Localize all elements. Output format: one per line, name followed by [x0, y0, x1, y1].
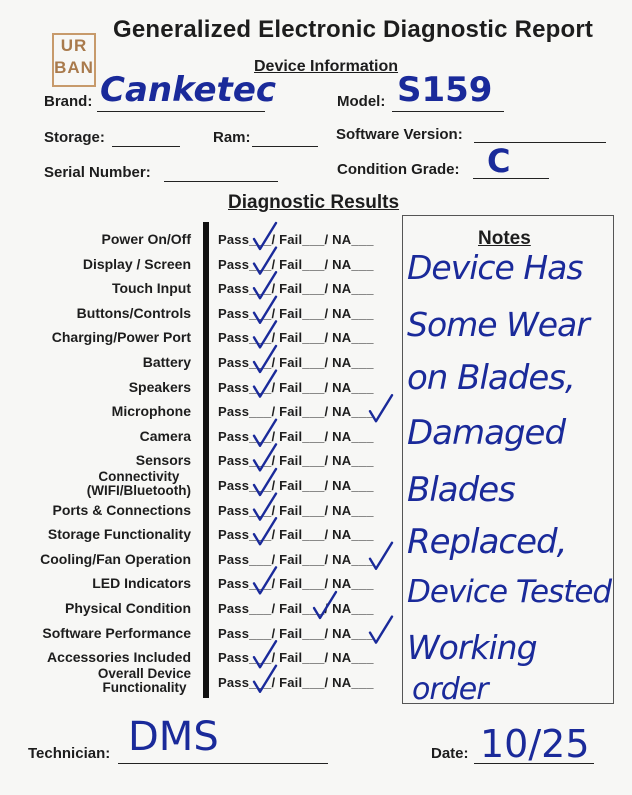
diagnostic-options[interactable]: Pass___/ Fail___/ NA___ — [218, 355, 374, 370]
note-line: Replaced, — [407, 522, 567, 562]
ram-label: Ram: — [213, 129, 251, 146]
model-line — [392, 111, 504, 112]
diagnostic-label: Display / Screen — [82, 255, 191, 272]
diagnostic-options[interactable]: Pass___/ Fail___/ NA___ — [218, 674, 374, 690]
logo-text: UR BAN — [54, 36, 94, 77]
ram-line[interactable] — [252, 146, 318, 147]
diagnostic-options[interactable]: Pass___/ Fail___/ NA___ — [218, 478, 374, 493]
diagnostic-label: Sensors — [135, 452, 191, 469]
note-line: Blades — [407, 470, 515, 510]
notes-heading: Notes — [478, 228, 531, 249]
brand-label: Brand: — [44, 93, 93, 110]
note-line: Some Wear — [407, 305, 589, 344]
diagnostic-label: Speakers — [128, 378, 191, 395]
note-line: Working — [407, 628, 537, 667]
diagnostic-label: Cooling/Fan Operation — [40, 550, 191, 567]
brand-value[interactable]: Canketec — [100, 70, 277, 110]
diagnostic-options[interactable]: Pass___/ Fail___/ NA___ — [218, 453, 374, 469]
date-value[interactable]: 10/25 — [480, 722, 590, 766]
diagnostic-label: Charging/Power Port — [51, 329, 191, 346]
brand-logo — [52, 33, 96, 87]
diagnostic-results-heading: Diagnostic Results — [228, 192, 400, 213]
storage-label: Storage: — [44, 129, 105, 146]
note-line: Device Has — [407, 248, 583, 287]
model-value[interactable]: S159 — [397, 70, 493, 110]
note-line: order — [412, 672, 488, 707]
diagnostic-label: Camera — [139, 427, 191, 444]
note-line: Device Tested — [407, 574, 612, 610]
diagnostic-options[interactable]: Pass___/ Fail___/ NA___ — [218, 576, 374, 592]
diagnostic-label: Battery — [142, 354, 191, 370]
diagnostic-options[interactable]: Pass___/ Fail___/ NA___ — [218, 281, 374, 297]
diagnostic-options[interactable]: Pass___/ Fail___/ NA___ — [218, 305, 374, 321]
diagnostic-label: Physical Condition — [64, 600, 191, 616]
software-version-label: Software Version: — [336, 126, 463, 143]
diagnostic-label: Touch Input — [111, 280, 191, 297]
serial-number-label: Serial Number: — [44, 164, 151, 181]
brand-line — [97, 111, 265, 112]
diagnostic-options[interactable]: Pass___/ Fail___/ NA___ — [218, 650, 374, 666]
report-title: Generalized Electronic Diagnostic Report — [113, 16, 594, 43]
note-line: on Blades, — [407, 358, 575, 398]
diagnostic-options[interactable]: Pass___/ Fail___/ NA___ — [218, 379, 374, 395]
diagnostic-options[interactable]: Pass___/ Fail___/ NA___ — [218, 625, 374, 641]
diagnostic-label: LED Indicators — [92, 575, 191, 592]
diagnostic-label: Overall Device Functionality — [97, 665, 191, 695]
technician-line — [118, 763, 328, 764]
diagnostic-label: Microphone — [111, 403, 191, 420]
condition-grade-line — [473, 178, 549, 179]
condition-grade-value[interactable]: C — [487, 142, 511, 180]
storage-line[interactable] — [112, 146, 180, 147]
diagnostic-options[interactable]: Pass___/ Fail___/ NA___ — [218, 527, 374, 543]
diagnostic-label: Ports & Connections — [52, 501, 191, 518]
diagnostic-options[interactable]: Pass___/ Fail___/ NA___ — [218, 502, 374, 518]
diagnostic-options[interactable]: Pass___/ Fail___/ NA___ — [218, 428, 374, 444]
technician-value[interactable]: DMS — [128, 714, 219, 760]
diagnostic-label: Buttons/Controls — [76, 304, 191, 321]
technician-label: Technician: — [28, 745, 111, 762]
diagnostic-label: Storage Functionality — [47, 526, 191, 543]
diagnostic-label: Connectivity (WIFI/Bluetooth) — [86, 469, 191, 498]
diagnostic-options[interactable]: Pass___/ Fail___/ NA___ — [218, 232, 374, 247]
diagnostic-options[interactable]: Pass___/ Fail___/ NA___ — [218, 256, 374, 272]
diagnostic-label: Power On/Off — [101, 231, 191, 247]
diagnostic-options[interactable]: Pass___/ Fail___/ NA___ — [218, 551, 374, 567]
date-label: Date: — [431, 745, 469, 762]
device-info-heading: Device Information — [254, 58, 399, 75]
diagnostic-label: Software Performance — [42, 624, 191, 641]
condition-grade-label: Condition Grade: — [337, 161, 460, 178]
diagnostic-options[interactable]: Pass___/ Fail___/ NA___ — [218, 601, 374, 616]
serial-number-line[interactable] — [164, 181, 278, 182]
diagnostic-label: Accessories Included — [47, 649, 191, 666]
diagnostic-options[interactable]: Pass___/ Fail___/ NA___ — [218, 330, 374, 346]
note-line: Damaged — [407, 413, 566, 453]
diagnostic-options[interactable]: Pass___/ Fail___/ NA___ — [218, 404, 374, 420]
column-divider — [203, 222, 209, 698]
model-label: Model: — [337, 93, 386, 110]
